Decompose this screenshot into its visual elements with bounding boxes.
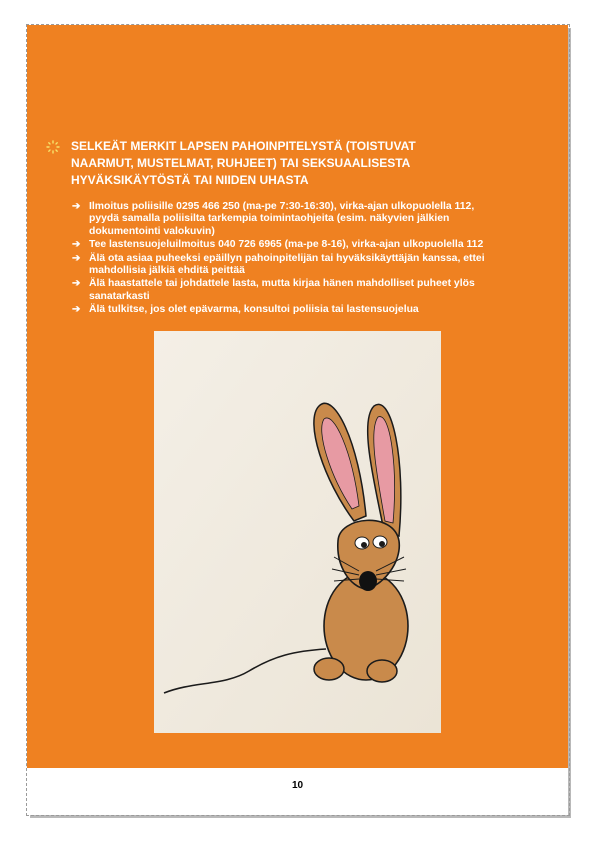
list-item-line: pyydä samalla poliisilta tarkempia toimintaohjeita (esim. näkyvien jälkien xyxy=(89,213,450,225)
arrow-right-icon: ➔ xyxy=(72,239,81,251)
mouse-drawing xyxy=(154,331,441,733)
list-item xyxy=(72,239,542,251)
mouse-nose xyxy=(359,571,377,591)
sparkle-icon xyxy=(46,140,60,154)
arrow-right-icon: ➔ xyxy=(72,304,81,316)
mouse-left-foot xyxy=(314,658,344,680)
section-heading xyxy=(71,138,541,189)
mouse-right-foot xyxy=(367,660,397,682)
list-item-line: Älä ota asiaa puheeksi epäillyn pahoinpitelijän tai hyväksikäyttäjän kanssa, ettei xyxy=(89,252,485,264)
list-item xyxy=(72,201,542,238)
arrow-right-icon: ➔ xyxy=(72,201,81,212)
list-item-line: Älä tulkitse, jos olet epävarma, konsultoi poliisia tai lastensuojelua xyxy=(89,304,419,316)
list-item-line: sanatarkasti xyxy=(89,290,150,302)
list-item-line: dokumentointi valokuvin) xyxy=(89,225,215,237)
page-number: 10 xyxy=(291,780,304,791)
heading-line-3: HYVÄKSIKÄYTÖSTÄ TAI NIIDEN UHASTA xyxy=(71,173,309,187)
mouse-illustration xyxy=(154,331,441,733)
list-item xyxy=(72,278,542,303)
list-item-line: Ilmoitus poliisille 0295 466 250 (ma-pe 7:30-16:30), virka-ajan ulkopuolella 112, xyxy=(89,201,475,212)
arrow-right-icon: ➔ xyxy=(72,278,81,290)
list-item xyxy=(72,304,542,316)
heading-line-2: NAARMUT, MUSTELMAT, RUHJEET) TAI SEKSUAALISESTA xyxy=(71,156,411,170)
list-item-line: Tee lastensuojeluilmoitus 040 726 6965 (ma-pe 8-16), virka-ajan ulkopuolella 112 xyxy=(89,239,484,251)
arrow-right-icon: ➔ xyxy=(72,252,81,264)
heading-line-1: SELKEÄT MERKIT LAPSEN PAHOINPITELYSTÄ (TOISTUVAT xyxy=(71,139,416,153)
list-item-line: Älä haastattele tai johdattele lasta, mutta kirjaa hänen mahdolliset puheet ylös xyxy=(89,278,475,290)
list-item xyxy=(72,253,542,278)
list-item-line: mahdollisia jälkiä ehditä peittää xyxy=(89,265,245,277)
instruction-list xyxy=(72,201,542,318)
